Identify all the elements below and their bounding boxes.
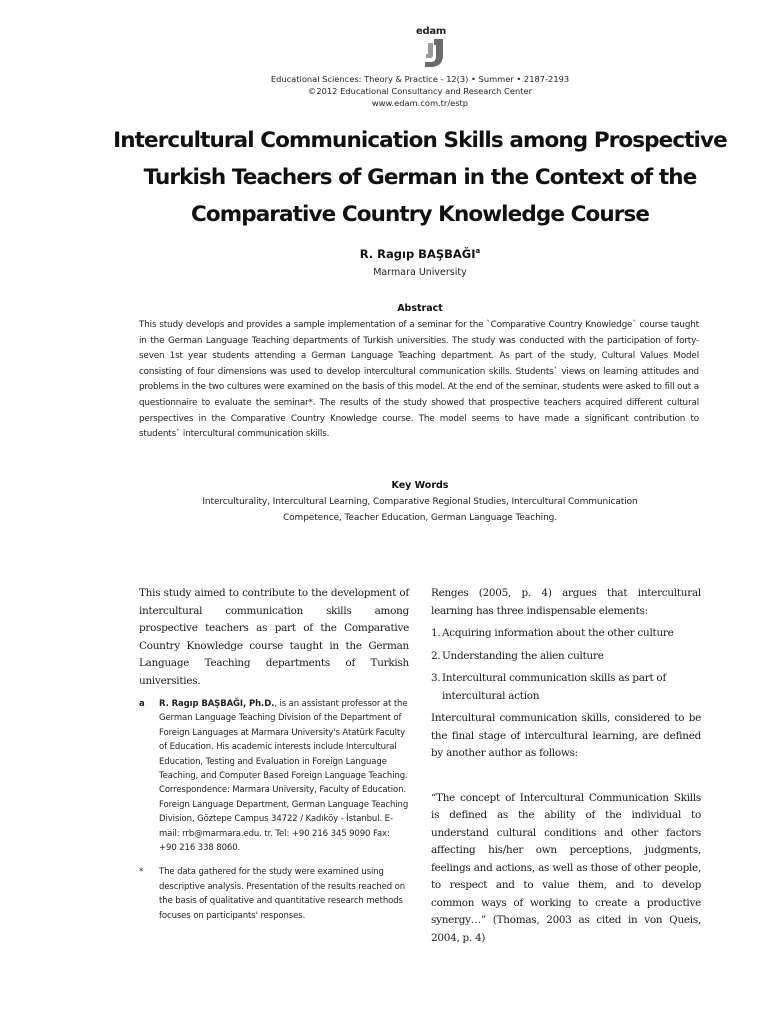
footnote-mark: a bbox=[139, 699, 145, 709]
list-number: 3. bbox=[431, 672, 441, 684]
footnote-author bbox=[139, 697, 409, 855]
author-name: R. Ragıp BAŞBAĞI bbox=[359, 247, 476, 261]
paper-title bbox=[110, 122, 730, 233]
author-affiliation: Marmara University bbox=[373, 267, 467, 278]
author-line bbox=[200, 247, 640, 261]
definition-paragraph: Intercultural communication skills, considered to be the final stage of intercultural learning, are defined by another author as follows: bbox=[431, 712, 701, 759]
edam-hook-logo-icon bbox=[414, 28, 448, 72]
journal-info: Educational Sciences: Theory & Practice - 12(3) • Summer • 2187-2193 bbox=[270, 74, 570, 84]
abstract-heading: Abstract bbox=[397, 303, 443, 314]
footnotes bbox=[139, 697, 409, 933]
journal-copyright: ©2012 Educational Consultancy and Research Center bbox=[308, 86, 532, 96]
list-item bbox=[431, 625, 701, 643]
footnote-body bbox=[159, 697, 409, 855]
journal-header bbox=[200, 73, 640, 109]
logo-text: edam bbox=[416, 26, 446, 37]
title-line-1: Intercultural Communication Skills among Prospective bbox=[113, 128, 727, 153]
footnote-data bbox=[139, 865, 409, 923]
keywords-line-2: Competence, Teacher Education, German Language Teaching. bbox=[282, 512, 558, 523]
right-column bbox=[431, 585, 701, 947]
list-text: Intercultural communication skills as part of intercultural action bbox=[442, 672, 667, 702]
keywords-text bbox=[150, 495, 690, 526]
list-item bbox=[431, 648, 701, 666]
abstract-text: This study develops and provides a sample implementation of a seminar for the `Comparative Country Knowledge` course taught in the German Language Teaching departments of Turkish universities. The study was conducted with the participation of forty-seven 1st year students attending a German Language Teaching department. As part of the study, Cultural Values Model consisting of four dimensions was used to develop intercultural communication skills. Students` views on learning attitudes and problems in the two cultures were examined on the basis of this model. At the end of the seminar, students were asked to fill out a questionnaire to evaluate the seminar*. The results of the study showed that prospective teachers acquired different cultural perspectives in the Comparative Country Knowledge course. The model seems to have made a significant contribution to students` intercultural communication skills. bbox=[139, 320, 699, 440]
elements-list bbox=[431, 625, 701, 705]
keywords-line-1: Interculturality, Intercultural Learning, Comparative Regional Studies, Intercultural Communication bbox=[202, 497, 638, 507]
footnote-data-text: The data gathered for the study were examined using descriptive analysis. Presentation of the results reached on the basis of qualitative and quantitative research methods focuses on participants' responses. bbox=[159, 867, 405, 921]
journal-url: www.edam.com.tr/estp bbox=[371, 98, 469, 108]
list-number: 1. bbox=[431, 627, 441, 639]
renges-paragraph: Renges (2005, p. 4) argues that intercultural learning has three indispensable elements: bbox=[431, 587, 701, 617]
title-line-2: Turkish Teachers of German in the Context of the bbox=[143, 165, 697, 190]
list-number: 2. bbox=[431, 649, 441, 662]
list-text: Understanding the alien culture bbox=[442, 649, 604, 662]
thomas-quote: “The concept of Intercultural Communication Skills is defined as the ability of the individual to understand cultural conditions and other factors affecting his/her own perceptions, judgments, feelings and actions, as well as those of other people, to respect and to value them, and to develop common ways of working to create a productive synergy…” (Thomas, 2003 as cited in von Queis, 2004, p. 4) bbox=[431, 791, 701, 944]
list-text: Acquiring information about the other culture bbox=[442, 627, 674, 639]
intro-paragraph: This study aimed to contribute to the development of intercultural communication skills among prospective teachers as part of the Comparative Country Knowledge course taught in the German Language Teaching departments of Turkish universities. bbox=[139, 587, 409, 687]
keywords-heading: Key Words bbox=[391, 480, 449, 491]
footnote-author-text: , is an assistant professor at the German Language Teaching Division of the Department of Foreign Languages at Marmara University's Atatürk Faculty of Education. His academic interests include Intercultural Education, Testing and Evaluation in Foreign Language Teaching, and Computer Based Foreign Language Teaching. Correspondence: Marmara University, Faculty of Education. Foreign Language Department, German Language Teaching Division, Göztepe Campus 34722 / Kadıköy - İstanbul. E-mail: rrb@marmara.edu. tr. Tel: +90 216 345 9090 Fax: +90 216 338 8060. bbox=[159, 699, 409, 854]
footnote-author-name: R. Ragıp BAŞBAĞI, Ph.D. bbox=[159, 699, 275, 709]
title-line-3: Comparative Country Knowledge Course bbox=[190, 202, 650, 227]
list-item bbox=[431, 670, 701, 705]
publisher-logo bbox=[414, 28, 448, 72]
author-mark: a bbox=[475, 247, 481, 256]
footnote-mark: * bbox=[139, 867, 144, 878]
